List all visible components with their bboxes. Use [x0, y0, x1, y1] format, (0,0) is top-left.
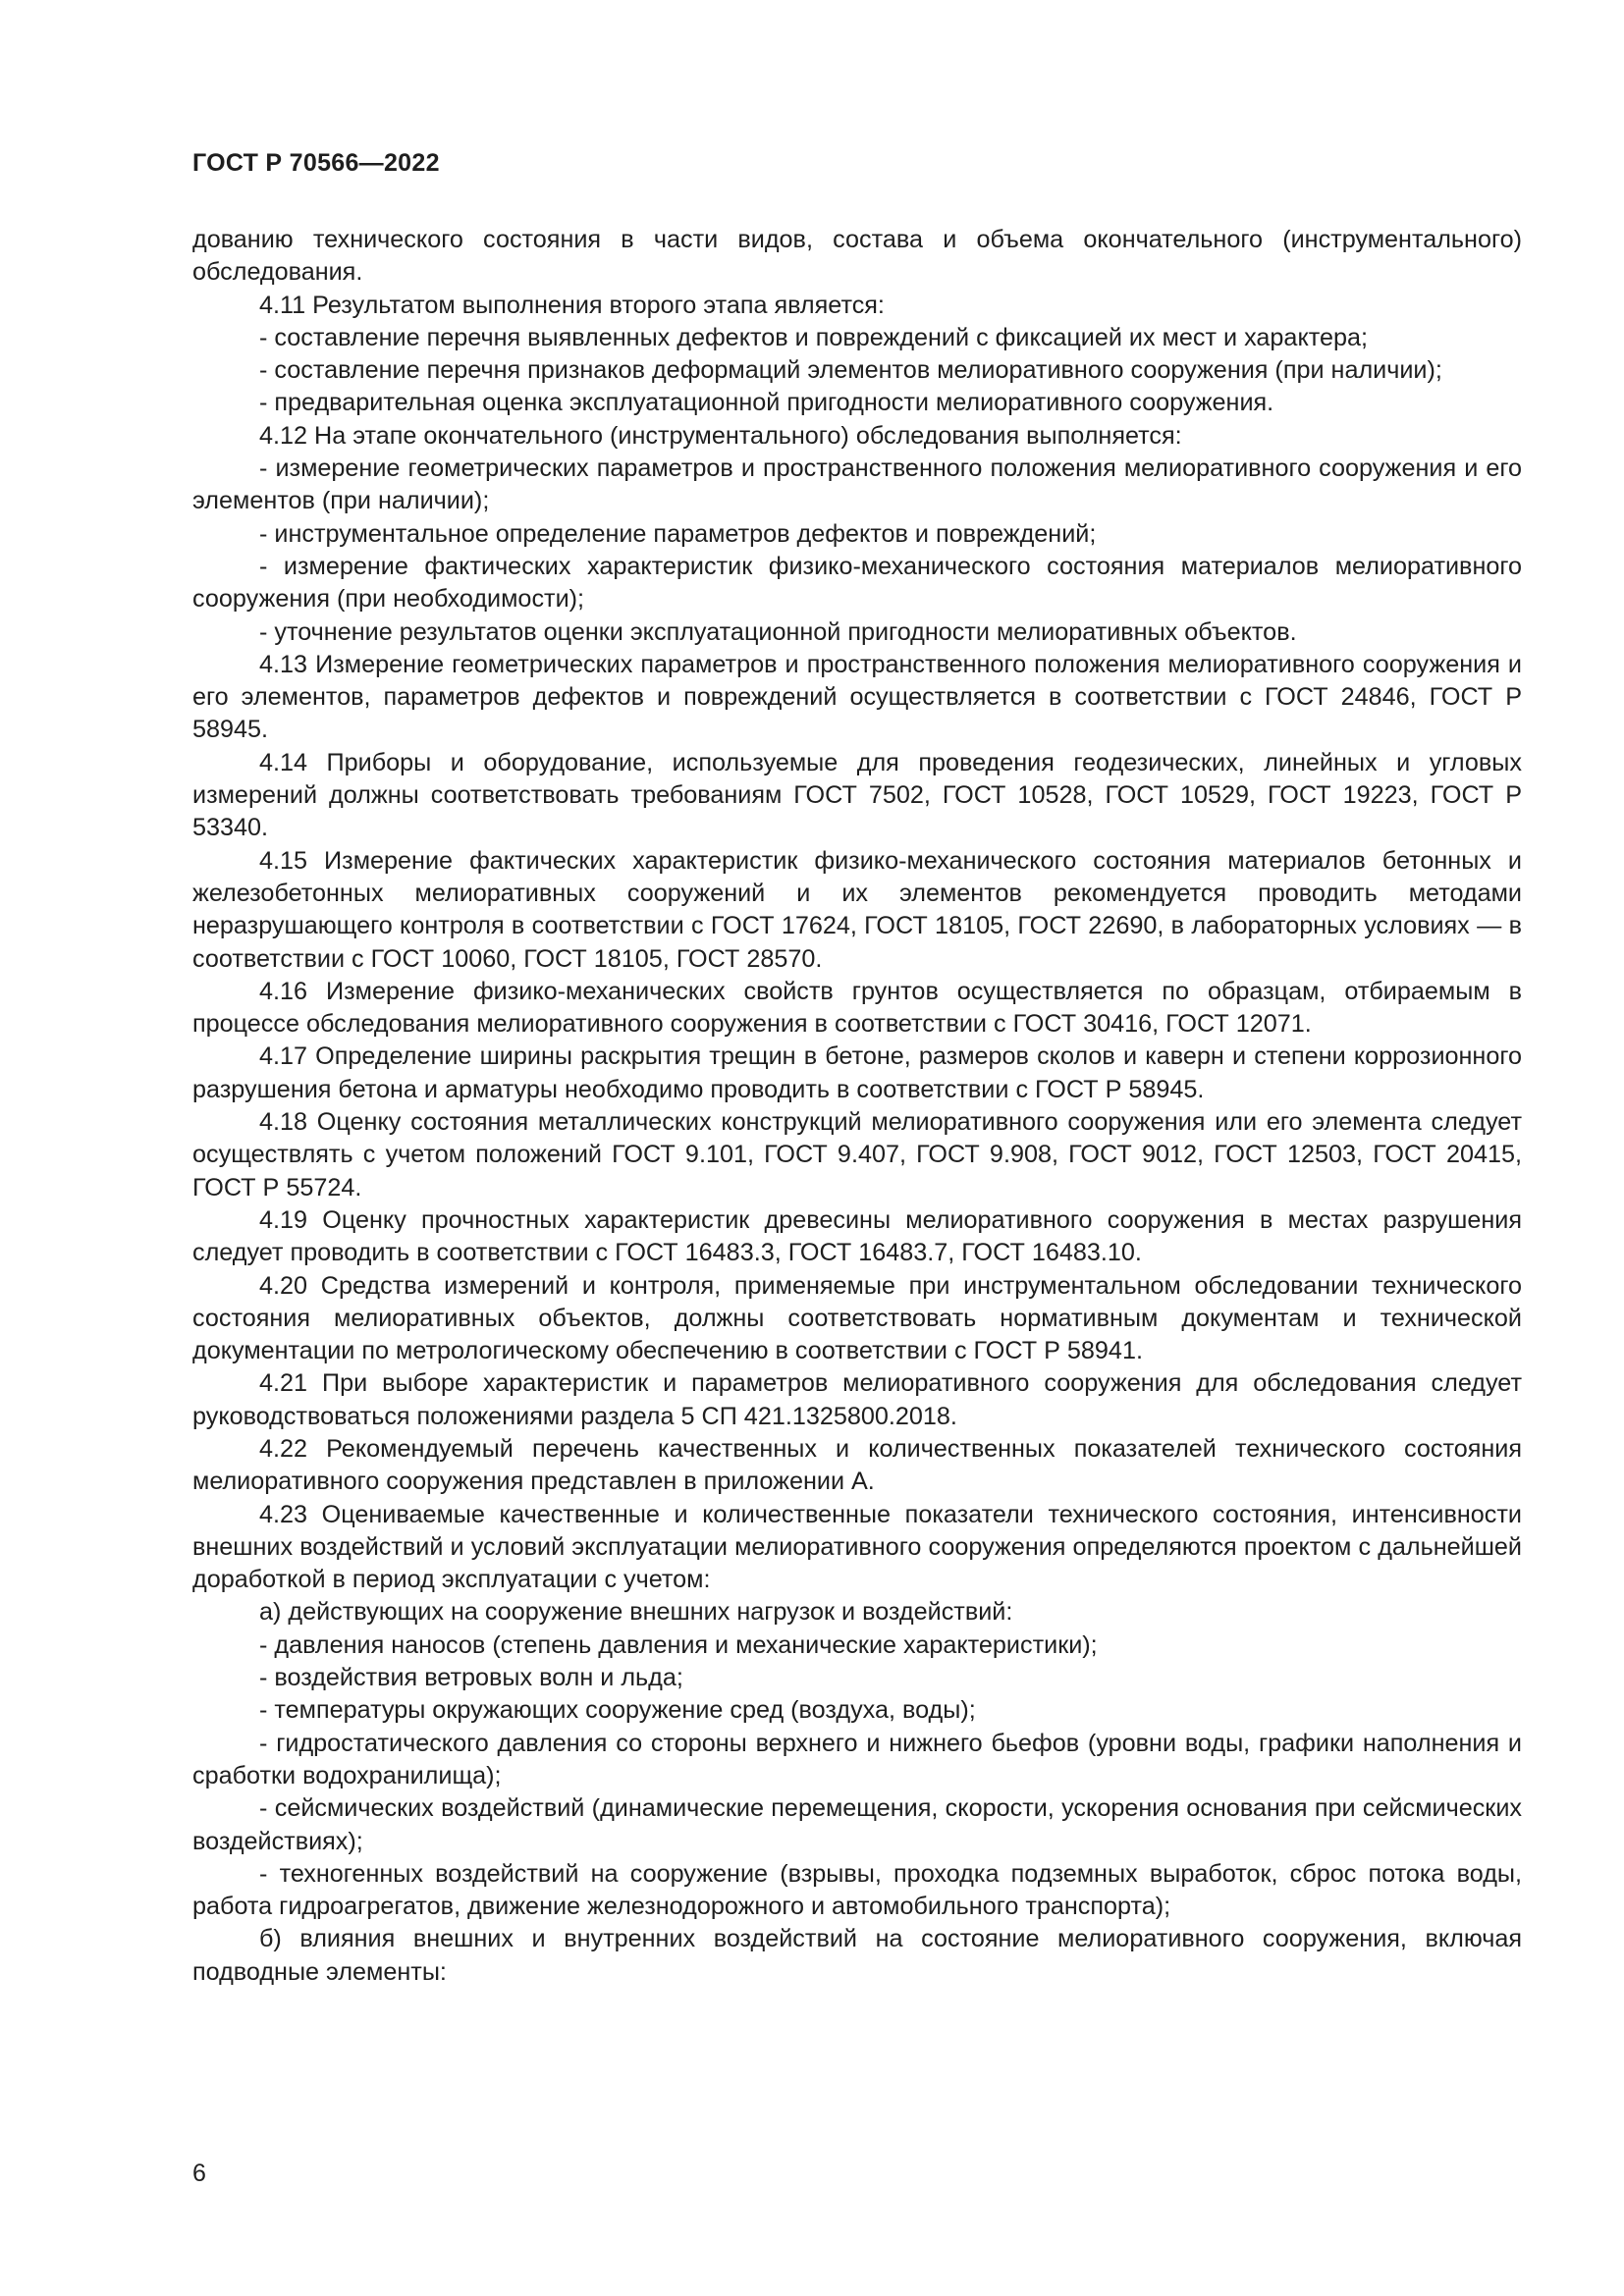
paragraph: - давления наносов (степень давления и механические характеристики);	[259, 1630, 1098, 1659]
page-number: 6	[192, 2160, 206, 2187]
paragraph: - гидростатического давления со стороны верхнего и нижнего бьефов (уровни воды, графики наполнения и сработки водохранилища);	[192, 1729, 1522, 1789]
paragraph: - инструментальное определение параметров дефектов и повреждений;	[259, 519, 1097, 548]
paragraph: 4.18 Оценку состояния металлических конструкций мелиоративного сооружения или его элемента следует осуществлять с учетом положений ГОСТ 9.101, ГОСТ 9.407, ГОСТ 9.908, ГОСТ 9012, ГОСТ 12503, ГОСТ 20415, ГОСТ Р 55724.	[192, 1108, 1522, 1201]
paragraph: 4.22 Рекомендуемый перечень качественных и количественных показателей технического состояния мелиоративного сооружения представлен в приложении А.	[192, 1434, 1522, 1496]
paragraph: 4.23 Оцениваемые качественные и количественные показатели технического состояния, интенсивности внешних воздействий и условий эксплуатации мелиоративного сооружения определяются проектом с дальнейшей доработкой в период эксплуатации с учетом:	[192, 1500, 1522, 1594]
paragraph: 4.12 На этапе окончательного (инструментального) обследования выполняется:	[259, 421, 1182, 450]
paragraph: 4.14 Приборы и оборудование, используемые для проведения геодезических, линейных и угловых измерений должны соответствовать требованиям ГОСТ 7502, ГОСТ 10528, ГОСТ 10529, ГОСТ 19223, ГОСТ Р 53340.	[192, 748, 1522, 842]
document-body	[192, 224, 1522, 1989]
document-header-title: ГОСТ Р 70566—2022	[192, 149, 440, 177]
paragraph: 4.21 При выборе характеристик и параметров мелиоративного сооружения для обследования следует руководствоваться положениями раздела 5 СП 421.1325800.2018.	[192, 1369, 1522, 1430]
paragraph: 4.20 Средства измерений и контроля, применяемые при инструментальном обследовании технического состояния мелиоративных объектов, должны соответствовать нормативным документам и технической документации по метрологическому обеспечению в соответствии с ГОСТ Р 58941.	[192, 1271, 1522, 1365]
paragraph: 4.15 Измерение фактических характеристик физико-механического состояния материалов бетонных и железобетонных мелиоративных сооружений и их элементов рекомендуется проводить методами неразрушающего контроля в соответствии с ГОСТ 17624, ГОСТ 18105, ГОСТ 22690, в лабораторных условиях — в соответствии с ГОСТ 10060, ГОСТ 18105, ГОСТ 28570.	[192, 846, 1522, 973]
paragraph: дованию технического состояния в части видов, состава и объема окончательного (инструментального) обследования.	[192, 226, 1522, 287]
paragraph: - техногенных воздействий на сооружение (взрывы, проходка подземных выработок, сброс потока воды, работа гидроагрегатов, движение железнодорожного и автомобильного транспорта);	[192, 1859, 1522, 1921]
paragraph: 4.13 Измерение геометрических параметров и пространственного положения мелиоративного сооружения и его элементов, параметров дефектов и повреждений осуществляется в соответствии с ГОСТ 24846, ГОСТ Р 58945.	[192, 650, 1522, 744]
paragraph: - температуры окружающих сооружение сред (воздуха, воды);	[259, 1696, 976, 1725]
paragraph: - измерение фактических характеристик физико-механического состояния материалов мелиоративного сооружения (при необходимости);	[192, 552, 1522, 614]
paragraph: б) влияния внешних и внутренних воздействий на состояние мелиоративного сооружения, включая подводные элементы:	[192, 1925, 1522, 1986]
paragraph: 4.19 Оценку прочностных характеристик древесины мелиоративного сооружения в местах разрушения следует проводить в соответствии с ГОСТ 16483.3, ГОСТ 16483.7, ГОСТ 16483.10.	[192, 1205, 1522, 1267]
paragraph: - измерение геометрических параметров и пространственного положения мелиоративного сооружения и его элементов (при наличии);	[192, 454, 1522, 515]
paragraph: - составление перечня выявленных дефектов и повреждений с фиксацией их мест и характера;	[259, 323, 1369, 351]
paragraph: - уточнение результатов оценки эксплуатационной пригодности мелиоративных объектов.	[259, 617, 1297, 646]
paragraph: 4.16 Измерение физико-механических свойств грунтов осуществляется по образцам, отбираемым в процессе обследования мелиоративного сооружения в соответствии с ГОСТ 30416, ГОСТ 12071.	[192, 977, 1522, 1039]
paragraph: - предварительная оценка эксплуатационной пригодности мелиоративного сооружения.	[259, 389, 1274, 417]
paragraph: - составление перечня признаков деформаций элементов мелиоративного сооружения (при наличии);	[259, 356, 1442, 385]
paragraph: - сейсмических воздействий (динамические перемещения, скорости, ускорения основания при сейсмических воздействиях);	[192, 1794, 1522, 1855]
paragraph: 4.17 Определение ширины раскрытия трещин в бетоне, размеров сколов и каверн и степени коррозионного разрушения бетона и арматуры необходимо проводить в соответствии с ГОСТ Р 58945.	[192, 1042, 1522, 1103]
paragraph: 4.11 Результатом выполнения второго этапа является:	[259, 291, 885, 319]
paragraph: а) действующих на сооружение внешних нагрузок и воздействий:	[259, 1598, 1013, 1627]
paragraph: - воздействия ветровых волн и льда;	[259, 1664, 683, 1692]
